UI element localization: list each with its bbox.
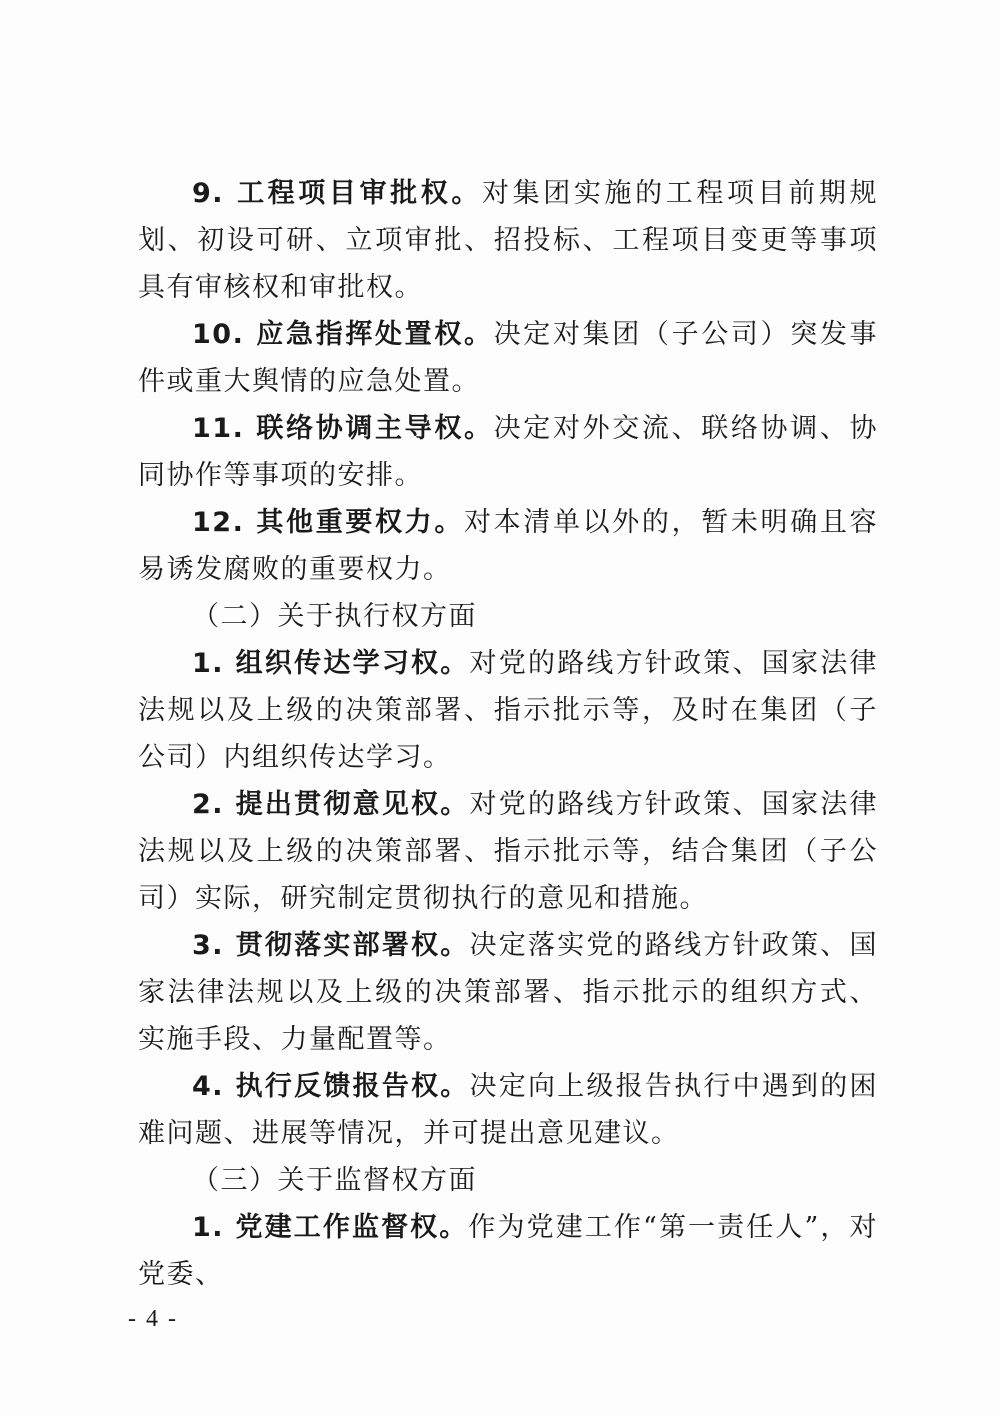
- item-organize-study: [138, 640, 878, 781]
- item-implement-deployment: [138, 922, 878, 1063]
- item-lead: 12. 其他重要权力。: [192, 507, 464, 538]
- section-heading-supervision: （三）关于监督权方面: [192, 1165, 477, 1196]
- item-liaison-coordination: [138, 405, 878, 499]
- item-lead: 2. 提出贯彻意见权。: [192, 789, 470, 820]
- item-other-powers: [138, 499, 878, 593]
- item-body: 决定向上级报告执行中遇到的困难问题、进展等情况，并可提出意见建议。: [138, 1071, 878, 1149]
- item-propose-opinions: [138, 781, 878, 922]
- item-lead: 11. 联络协调主导权。: [192, 413, 494, 444]
- item-lead: 9. 工程项目审批权。: [192, 178, 483, 209]
- item-body: 决定对集团（子公司）突发事件或重大舆情的应急处置。: [138, 319, 879, 397]
- page-number: - 4 -: [128, 1306, 178, 1332]
- item-lead: 1. 党建工作监督权。: [192, 1212, 469, 1243]
- item-lead: 3. 贯彻落实部署权。: [192, 930, 470, 961]
- item-feedback-report: [138, 1063, 878, 1157]
- item-emergency-command: [138, 311, 878, 405]
- item-body: 对本清单以外的，暂未明确且容易诱发腐败的重要权力。: [138, 507, 879, 585]
- item-body: 对党的路线方针政策、国家法律法规以及上级的决策部署、指示批示等，结合集团（子公司）实际，研究制定贯彻执行的意见和措施。: [138, 789, 878, 914]
- item-lead: 4. 执行反馈报告权。: [192, 1071, 470, 1102]
- item-lead: 1. 组织传达学习权。: [192, 648, 470, 679]
- item-body: 对集团实施的工程项目前期规划、初设可研、立项审批、招投标、工程项目变更等事项具有审核权和审批权。: [138, 178, 879, 303]
- item-party-building-supervision: [138, 1204, 878, 1298]
- item-body: 作为党建工作“第一责任人”，对党委、: [138, 1212, 878, 1290]
- item-body: 对党的路线方针政策、国家法律法规以及上级的决策部署、指示批示等，及时在集团（子公司）内组织传达学习。: [138, 648, 878, 773]
- item-lead: 10. 应急指挥处置权。: [192, 319, 494, 350]
- section-heading-execution: （二）关于执行权方面: [192, 601, 477, 632]
- item-engineering-approval: [138, 170, 878, 311]
- document-body: [138, 170, 878, 1298]
- item-body: 决定对外交流、联络协调、协同协作等事项的安排。: [138, 413, 879, 491]
- item-body: 决定落实党的路线方针政策、国家法律法规以及上级的决策部署、指示批示的组织方式、实施手段、力量配置等。: [138, 930, 878, 1055]
